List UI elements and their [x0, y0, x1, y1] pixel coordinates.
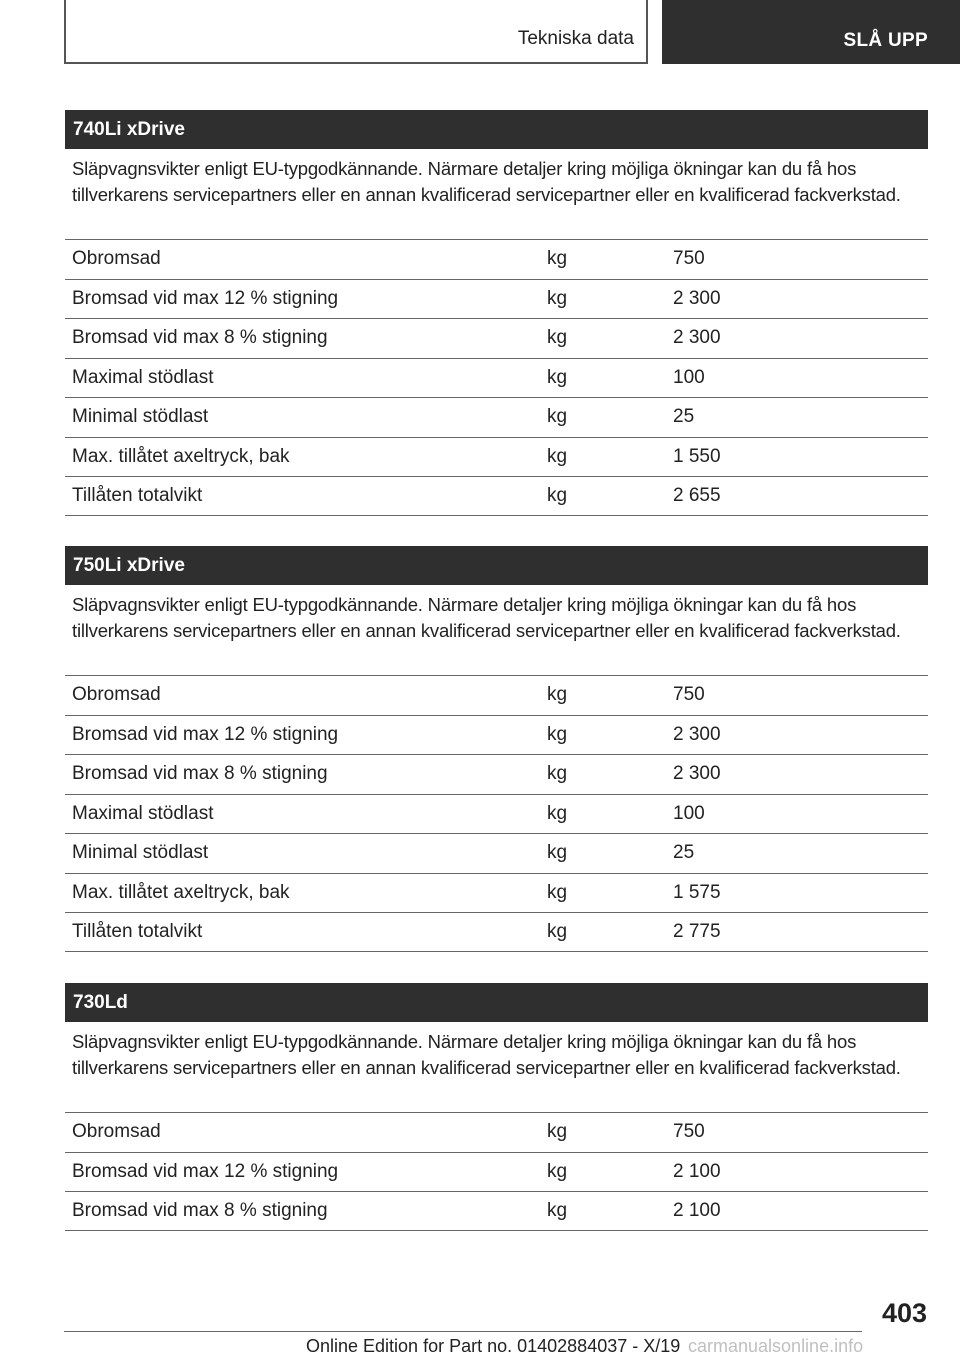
- row-unit: kg: [547, 287, 568, 309]
- row-unit: kg: [547, 723, 568, 745]
- row-unit: kg: [547, 366, 568, 388]
- spec-table: [65, 239, 928, 516]
- row-value: 1 550: [673, 445, 721, 467]
- row-label: Obromsad: [72, 684, 161, 706]
- row-label: Tillåten totalvikt: [72, 920, 203, 942]
- table-row: [65, 476, 928, 516]
- spec-section-750li: [65, 546, 928, 952]
- row-label: Maximal stödlast: [72, 802, 214, 824]
- table-row: [65, 715, 928, 755]
- table-row: [65, 1112, 928, 1152]
- spec-table: [65, 1112, 928, 1231]
- row-value: 2 300: [673, 327, 721, 349]
- watermark: carmanualsonline.info: [688, 1336, 864, 1356]
- row-label: Max. tillåtet axeltryck, bak: [72, 881, 290, 903]
- row-label: Minimal stödlast: [72, 842, 209, 864]
- row-label: Max. tillåtet axeltryck, bak: [72, 445, 290, 467]
- row-label: Bromsad vid max 12 % stigning: [72, 287, 339, 309]
- table-row: [65, 239, 928, 279]
- spec-table: [65, 675, 928, 952]
- row-label: Bromsad vid max 8 % stigning: [72, 1199, 328, 1221]
- row-unit: kg: [547, 248, 568, 270]
- row-value: 2 100: [673, 1160, 721, 1182]
- table-row: [65, 1191, 928, 1231]
- row-unit: kg: [547, 802, 568, 824]
- row-unit: kg: [547, 484, 568, 506]
- table-row: [65, 873, 928, 913]
- table-row: [65, 675, 928, 715]
- chapter-tab[interactable]: [64, 0, 648, 64]
- row-unit: kg: [547, 1160, 568, 1182]
- row-label: Maximal stödlast: [72, 366, 214, 388]
- lookup-button[interactable]: [662, 0, 960, 64]
- row-value: 2 300: [673, 723, 721, 745]
- table-row: [65, 794, 928, 834]
- page-number: 403: [881, 1298, 927, 1328]
- section-title: 750Li xDrive: [65, 546, 928, 585]
- row-value: 25: [673, 406, 695, 428]
- footer-divider: [64, 1331, 862, 1332]
- row-unit: kg: [547, 763, 568, 785]
- row-unit: kg: [547, 1121, 568, 1143]
- table-row: [65, 318, 928, 358]
- section-description: Släpvagnsvikter enligt EU-typgodkännande. Närmare detaljer kring möjliga ökningar kan du få hos tillverkarens servicepartners eller en annan kvalificerad servicepartner eller en kvalificerad fackverkstad.: [72, 158, 901, 205]
- row-label: Bromsad vid max 12 % stigning: [72, 1160, 339, 1182]
- row-value: 2 300: [673, 763, 721, 785]
- row-label: Bromsad vid max 8 % stigning: [72, 327, 328, 349]
- row-value: 2 775: [673, 920, 721, 942]
- row-value: 100: [673, 366, 705, 388]
- row-value: 2 100: [673, 1199, 721, 1221]
- row-label: Tillåten totalvikt: [72, 484, 203, 506]
- row-unit: kg: [547, 684, 568, 706]
- section-description: Släpvagnsvikter enligt EU-typgodkännande. Närmare detaljer kring möjliga ökningar kan du få hos tillverkarens servicepartners eller en annan kvalificerad servicepartner eller en kvalificerad fackverkstad.: [72, 1031, 901, 1078]
- row-unit: kg: [547, 842, 568, 864]
- lookup-button-label: SLÅ UPP: [843, 30, 928, 51]
- row-value: 750: [673, 248, 705, 270]
- row-label: Bromsad vid max 12 % stigning: [72, 723, 339, 745]
- section-title: 730Ld: [65, 983, 928, 1022]
- edition-text: Online Edition for Part no. 01402884037 - X/19: [306, 1336, 681, 1356]
- section-title: 740Li xDrive: [65, 110, 928, 149]
- spec-section-740li: [65, 110, 928, 516]
- table-row: [65, 754, 928, 794]
- row-unit: kg: [547, 327, 568, 349]
- row-value: 1 575: [673, 881, 721, 903]
- row-value: 2 655: [673, 484, 721, 506]
- chapter-tab-label: Tekniska data: [517, 28, 634, 49]
- table-row: [65, 437, 928, 477]
- row-label: Minimal stödlast: [72, 406, 209, 428]
- table-row: [65, 279, 928, 319]
- spec-section-730ld: [65, 983, 928, 1231]
- row-value: 100: [673, 802, 705, 824]
- row-value: 25: [673, 842, 695, 864]
- row-unit: kg: [547, 1199, 568, 1221]
- row-label: Bromsad vid max 8 % stigning: [72, 763, 328, 785]
- table-row: [65, 397, 928, 437]
- row-value: 2 300: [673, 287, 721, 309]
- table-row: [65, 1152, 928, 1192]
- table-row: [65, 358, 928, 398]
- table-row: [65, 912, 928, 952]
- section-description: Släpvagnsvikter enligt EU-typgodkännande. Närmare detaljer kring möjliga ökningar kan du få hos tillverkarens servicepartners eller en annan kvalificerad servicepartner eller en kvalificerad fackverkstad.: [72, 594, 901, 641]
- row-unit: kg: [547, 406, 568, 428]
- row-unit: kg: [547, 445, 568, 467]
- row-unit: kg: [547, 881, 568, 903]
- row-label: Obromsad: [72, 1121, 161, 1143]
- row-value: 750: [673, 684, 705, 706]
- table-row: [65, 833, 928, 873]
- row-unit: kg: [547, 920, 568, 942]
- row-label: Obromsad: [72, 248, 161, 270]
- row-value: 750: [673, 1121, 705, 1143]
